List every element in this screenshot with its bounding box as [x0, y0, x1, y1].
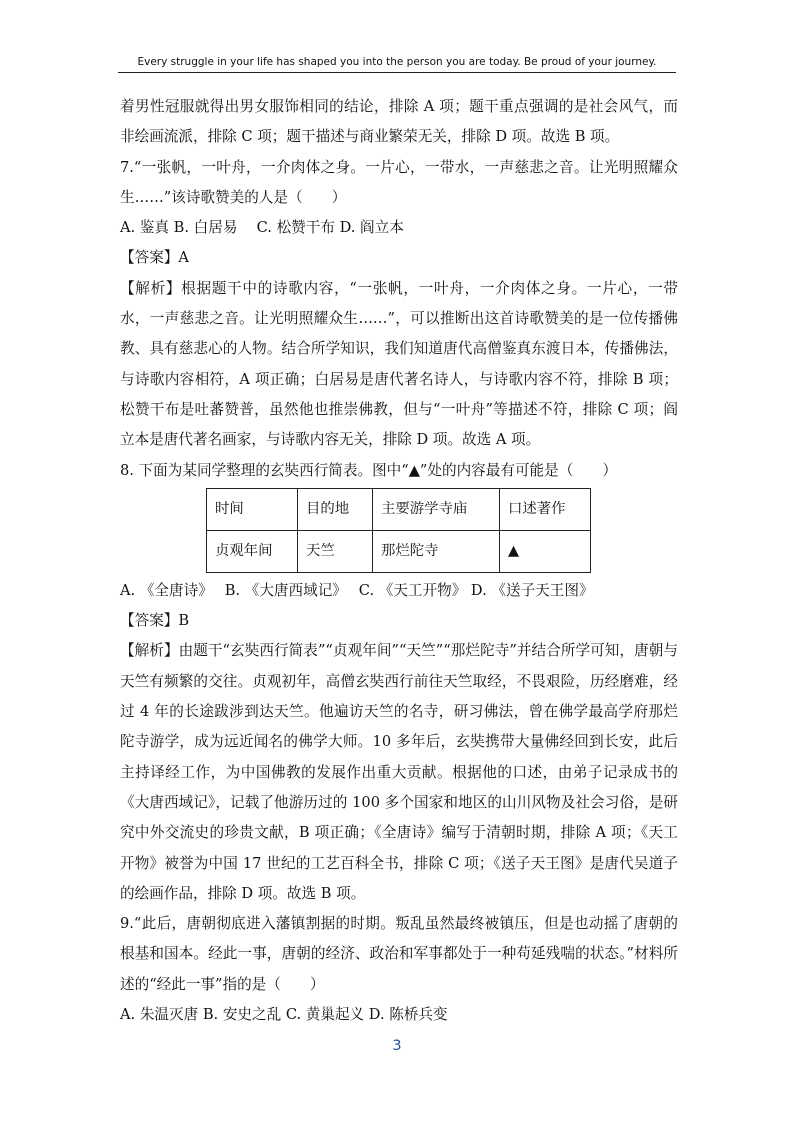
page-number: 3: [392, 1038, 402, 1054]
header-divider: [118, 72, 676, 73]
table-header-cell: 主要游学寺庙: [373, 488, 500, 530]
table-cell: 贞观年间: [207, 530, 298, 572]
question-8-options: A. 《全唐诗》 B. 《大唐西域记》 C. 《天工开物》 D. 《送子天王图》: [120, 581, 594, 599]
question-9-stem: 9.“此后，唐朝彻底进入藩镇割据的时期。叛乱虽然最终被镇压，但是也动摇了唐朝的根基和国本。经此一事，唐朝的经济、政治和军事都处于一种苟延残喘的状态。”材料所述的“经此一事”指的是（ ）: [120, 915, 678, 993]
table-header-cell: 时间: [207, 488, 298, 530]
question-8-analysis: 【解析】由题干“玄奘西行简表”“贞观年间”“天竺”“那烂陀寺”并结合所学可知，唐朝与天竺有频繁的交往。贞观初年，高僧玄奘西行前往天竺取经，不畏艰险，历经磨难，经过 4 年的长途跋涉到达天竺。他遍访天竺的名寺，研习佛法，曾在佛学最高学府那烂陀寺游学，成为远近闻名的佛学大师。10 多年后，玄奘携带大量佛经回到长安，此后主持译经工作，为中国佛教的发展作出重大贡献。根据他的口述，由弟子记录成书的《大唐西域记》，记载了他游历过的 100 多个国家和地区的山川风物及社会习俗，是研究中外交流史的珍贵文献，B 项正确；《全唐诗》编写于清朝时期，排除 A 项；《天工开物》被誉为中国 17 世纪的工艺百科全书，排除 C 项；《送子天王图》是唐代吴道子的绘画作品，排除 D 项。故选 B 项。: [120, 642, 678, 902]
question-7-options: A. 鉴真 B. 白居易 C. 松赞干布 D. 阎立本: [120, 219, 404, 237]
table-cell-placeholder-triangle: ▲: [500, 530, 591, 572]
table-cell: 天竺: [298, 530, 373, 572]
question-8-answer: 【答案】B: [120, 612, 190, 630]
table-row: [207, 530, 591, 572]
question-7-stem: 7.“一张帆，一叶舟，一介肉体之身。一片心，一带水，一声慈悲之音。让光明照耀众生……”该诗歌赞美的人是（ ）: [120, 158, 678, 206]
previous-analysis-continuation: 着男性冠服就得出男女服饰相同的结论，排除 A 项；题干重点强调的是社会风气，而非绘画流派，排除 C 项；题干描述与商业繁荣无关，排除 D 项。故选 B 项。: [120, 98, 678, 146]
question-8-stem: 8. 下面为某同学整理的玄奘西行简表。图中“▲”处的内容最有可能是（ ）: [120, 461, 618, 479]
table-header-row: [207, 488, 591, 530]
question-9-options: A. 朱温灭唐 B. 安史之乱 C. 黄巢起义 D. 陈桥兵变: [120, 1006, 448, 1024]
page-content: [120, 92, 678, 1030]
table-header-cell: 目的地: [298, 488, 373, 530]
header-motto: Every struggle in your life has shaped you into the person you are today. Be proud of your journey.: [137, 56, 657, 68]
question-7-answer: 【答案】A: [120, 249, 189, 267]
xuanzang-journey-table: [206, 488, 591, 573]
table-header-cell: 口述著作: [500, 488, 591, 530]
question-7-analysis: 【解析】根据题干中的诗歌内容，“一张帆，一叶舟，一介肉体之身。一片心，一带水，一声慈悲之音。让光明照耀众生……”，可以推断出这首诗歌赞美的是一位传播佛教、具有慈悲心的人物。结合所学知识，我们知道唐代高僧鉴真东渡日本，传播佛法，与诗歌内容相符，A 项正确；白居易是唐代著名诗人，与诗歌内容不符，排除 B 项；松赞干布是吐蕃赞普，虽然他也推崇佛教，但与“一叶舟”等描述不符，排除 C 项；阎立本是唐代著名画家，与诗歌内容无关，排除 D 项。故选 A 项。: [120, 279, 678, 449]
table-cell: 那烂陀寺: [373, 530, 500, 572]
